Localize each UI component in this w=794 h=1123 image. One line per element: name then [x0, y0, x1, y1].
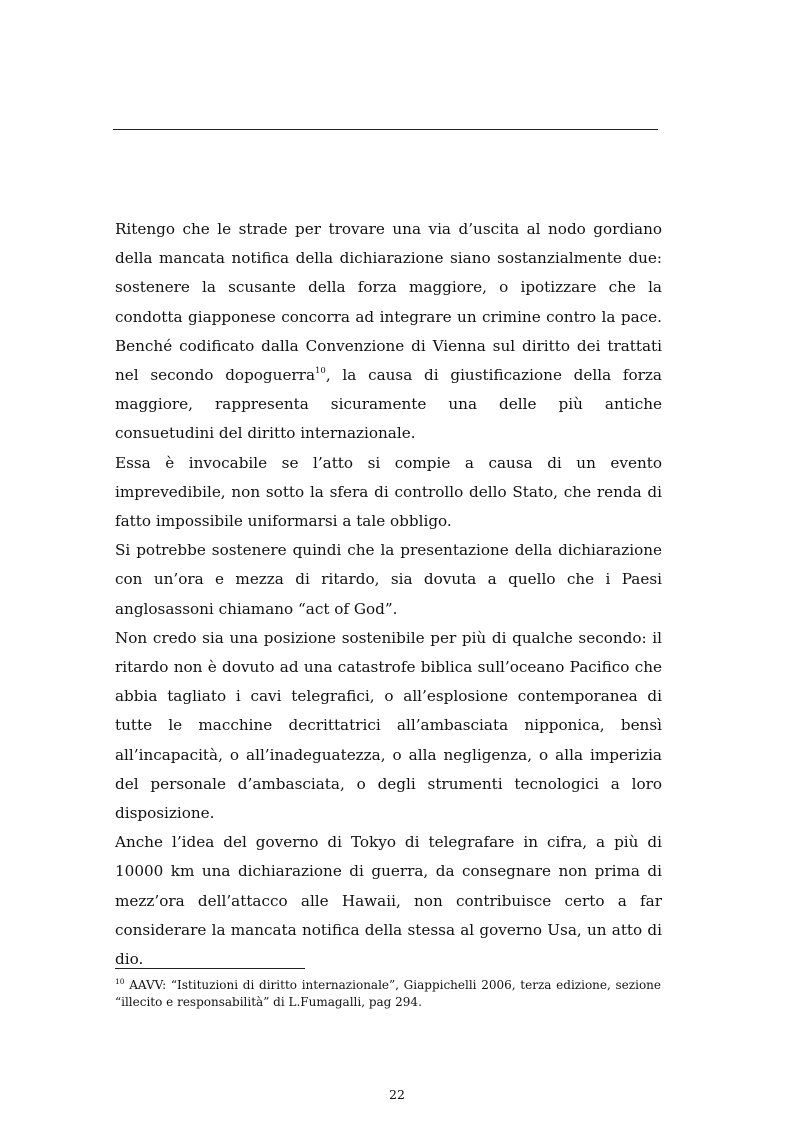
footnote: [115, 977, 661, 1011]
footnote-reference[interactable]: 10: [315, 365, 326, 376]
paragraph-1: [115, 215, 662, 449]
page-number: 22: [389, 1087, 405, 1102]
footnote-separator: [115, 968, 305, 969]
header-rule: [113, 129, 658, 130]
footnote-text: AAVV: “Istituzioni di diritto internazionale”, Giappichelli 2006, terza edizione, sezione “illecito e responsabilità” di L.Fumagalli, pag 294.: [115, 978, 661, 1009]
paragraph-2: Essa è invocabile se l’atto si compie a causa di un evento imprevedibile, non sotto la sfera di controllo dello Stato, che renda di fatto impossibile uniformarsi a tale obbligo.: [115, 453, 662, 531]
paragraph-5: Anche l’idea del governo di Tokyo di telegrafare in cifra, a più di 10000 km una dichiarazione di guerra, da consegnare non prima di mezz’ora dell’attacco alle Hawaii, non contribuisce certo a far considerare la mancata notifica della stessa al governo Usa, un atto di dio.: [115, 833, 662, 969]
paragraph-1-text-after: , la causa di giustificazione della forza maggiore, rappresenta sicuramente una delle più antiche consuetudini del diritto internazionale.: [115, 366, 662, 443]
footnote-marker: 10: [115, 977, 125, 986]
paragraph-1-text-before: Ritengo che le strade per trovare una via d’uscita al nodo gordiano della mancata notifica della dichiarazione siano sostanzialmente due: sostenere la scusante della forza maggiore, o ipotizzare che la condotta giapponese concorra ad integrare un crimine contro la pace. Benché codificato dalla Convenzione di Vienna sul diritto dei trattati nel secondo dopoguerra: [115, 220, 662, 385]
paragraph-3: Si potrebbe sostenere quindi che la presentazione della dichiarazione con un’ora e mezza di ritardo, sia dovuta a quello che i Paesi anglosassoni chiamano “act of God”.: [115, 541, 662, 618]
paragraph-4: Non credo sia una posizione sostenibile per più di qualche secondo: il ritardo non è dovuto ad una catastrofe biblica sull’oceano Pacifico che abbia tagliato i cavi telegrafici, o all’esplosione contemporanea di tutte le macchine decrittatrici all’ambasciata nipponica, bensì all’incapacità, o all’inadeguatezza, o alla negligenza, o alla imperizia del personale d’ambasciata, o degli strumenti tecnologici a loro disposizione.: [115, 628, 662, 823]
body-text: [115, 215, 662, 974]
